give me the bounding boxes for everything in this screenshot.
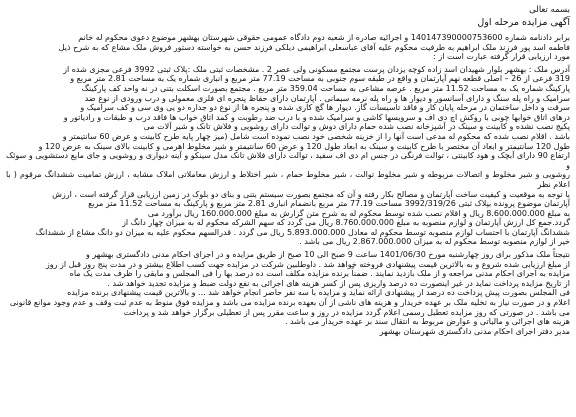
text-line: آپارتمان موضوع پرونده بپلاک ثبتی 3992/319/26 مساحت 77.19 متر مربع بانضمام انباری 2.81 متر مربع و پارکینگ به مساحت 11.52 متر مربع [88, 199, 570, 209]
text-line: 319 فرعی از 26 – اصلی قطعه نهم آپارتمان و واقع در طبقه سوم جنوبی به مساحت 77.19 متر مربع و انباری شماره یک به مساحت 2.81 متر مربع و [70, 74, 570, 84]
paragraph-auction-terms [6, 250, 570, 327]
text-line: روشویی و شیر مخلوط و اتصالات مربوطه و شیر مخلوط توالت ، شیر مخلوط حمام ، شیر اختلاط و ارزش معاملاتی املاک مشابه ، ارزش تمامیت ششدانگ مرقوم ( با اعلام نظر [6, 170, 570, 189]
text-line: پارکینگ شماره یک به مساحت 11.52 متر مربع . عرصه مشاعی به مساحت 359.04 متر مربع . مجتمع بصورت اسکلت بتنی در نه واحد کف پارکینگ [81, 83, 570, 93]
text-line: هزینه های اجرائی و مالیاتی و عوارض مربوط به انتقال سند بر عهده خریدار می باشد . [284, 317, 570, 327]
text-line: مورد ارزیابی قرار گرفته عبارت است از : [433, 52, 570, 62]
signature-line: مدیر دفتر اجرای احکام مدنی دادگستری شهرستان بهشهر [379, 326, 570, 336]
text-line: گردد.جمع کل ارزش آپارتمان و لوازم منصوبه به مبلغ 8.760.000.000 ریال می گردد که سهم الشرکه محکوم له به میزان چهار دانگ از [122, 218, 570, 228]
paragraph-intro [6, 33, 570, 62]
text-line: از تاریخ مزایده پرداخت نماید در غیر اینصورت ده درصد واریزی پس از کسر هزینه های اجرائی به نفع دولت ضبط و مزایده تجدید خواهد شد . [107, 278, 570, 288]
text-line: طول 120 سانتیمتر و ابعاد آن مختصر با طرح کابینت و سینک به ابعاد طول 120 و عرض 60 سانتیمتر و شیر مخلوط اهرمی و کابینت بالای سینک به عرض 120 و [38, 141, 570, 151]
text-line: می باشد . در صورتی که روز مزایده تعطیل رسمی اعلام گردد مزایده در روز و ساعت مقرر پس از تعطیلی برگزار خواهد شد و پرداخت [123, 307, 570, 317]
text-line: پکیج نصب نشده و کابینت و سینک در آشپزخانه نصب شده حمام دارای دوش و توالت دارای روشویی و فلاش تانک و شیر آلات می [143, 122, 570, 132]
text-line: فاطمه اسد پور فرزند ملک ابراهیم به طرفیت محکوم علیه آقای عباسعلی ابراهیمی دیلکی فرزند حسن به خواسته دستور فروش ملک مشاع که به شرح ذیل [58, 42, 570, 52]
text-line: با توجه به موقعیت و کیفیت ساخت آپارتمان و مصالح بکار رفته و آن که مجتمع بصورت سیستم بتنی و بنای دو بلوک در زمین ارزیابی قرار گرفته است ، ارزش [52, 189, 570, 199]
signature-block [6, 327, 570, 337]
text-line: سرامیک و راه پله سنگ و دارای آسانسور و دیوار ها و راه پله نرمه سیمانی . آپارتمان دارای حفاظ پنجره ای فلزی معمولی و درب ورودی از نوع ضد [84, 93, 570, 103]
text-line: از مبلغ ارزیابی شده شروع و به بالاترین قیمت پیشنهادی فروخته خواهد شد . داوطلبین شرکت در مزایده جهت کسب اطلاع بیشتر و در مدت پنج روز قبل از روز [45, 259, 570, 269]
text-line: به مبلغ 8.600.000.000 ریال و اقلام نصب شده توسط محکوم له به شرح متن گزارش به مبلغ 160.000.000 ریال برآورد می [147, 208, 570, 218]
text-line: نتیجتاً ملک مذکور برای روز چهارشنبه مورخ 1401/06/30 ساعت 9 صبح الی 10 صبح از طریق مزایده و در اجرای احکام مدنی دادگستری بهشهر و [85, 250, 570, 260]
text-line: سرقت و داخل ساختمان در مرحله پایان کار و فاقد تاسیسات گاز. دیوار ها گچ کاری شده و پنجره ها از نوع دو جداره دو یی وی سی و کف سرامیک و [80, 103, 570, 113]
basmala-heading: بسمه تعالی [529, 5, 570, 15]
text-line: باشد . اقلام نصب شده که محکوم له مدعی است آنها را از خزینه شخصی خود نصب نموده است شامل (میز چهار پایه طرح کابینت و عرض 60 سانتیمتر و [62, 131, 570, 141]
paragraph-property-details [6, 65, 570, 247]
notice-title: آگهی مزایده مرحله اول [477, 17, 570, 28]
text-line: برابر دادنامه شماره 140147390000753600 و اجرائیه صادره از شعبه دوم دادگاه عمومی حقوقی شهرستان بهشهر موضوع دعوی محکوم له خانم [78, 33, 570, 42]
text-line: ارتفاع 90 دارای آبچک و هود کابینتی ، توالت فرنگی در جنس ام دی اف سفید ، توالت دارای فلاش تانک مدل سینکو و آینه دیواری و روشویی و جای مایع دستشویی و سوئک و [6, 151, 570, 170]
text-line: اعلام و در صورت نیاز به تخلیه ملک بر عهده خریدار و هزینه های ناشی از آن بعهده برنده مزایده می باشد و مزایده فوق منوط به عدم ثبت وقف و عدم وجود موانع قانونی [9, 298, 570, 308]
text-line: مزایده به اجرای احکام مدنی مراجعه و از ملک بازدید نمایند . ضمناً برنده مزایده مکلف است ده درصد بها را فی المجلس و مابقی را ظرف مدت یک ماه [69, 269, 570, 279]
text-line: ششدانگ آپارتمان با احتساب لوازم منصوبه توسط محکوم له معادل 5.893.000.000 ریال می گردد . قدرالسهم محکوم علیه به میزان دو دانگ مشاع از ششدانگ [35, 227, 570, 237]
text-line: آدرس ملک : بهشهر بلوار شهیدان اسد زاده کوچه یزدان پرست مجتمع مسکونی ولی عصر 2 . مشخصات ثبتی ملک :پلاک ثبتی 3992 فرعی مجزی شده از [63, 64, 570, 74]
text-line: درهای اتاق خوابها چوبی با روکش اچ دی اف و سرویسها کاشی و سرامیک شده و با درب ضد رطوبت و کمد اتاق خواب ها فاقد درب و طبقات و رادیاتور و [63, 112, 570, 122]
text-line: خیر از لوازم منصوبه توسط محکوم له به میزان 2.867.000.000 ریال می باشد . [299, 237, 570, 247]
text-line: فی المجلس بصورت پیش پرداخت ده درصد از پیشنهادی ارائه نماید و مزایده با سه نفر حاضر انجام خواهد شد ... و بالاترین قیمت پیشنهادی برنده مزایده [67, 288, 570, 298]
